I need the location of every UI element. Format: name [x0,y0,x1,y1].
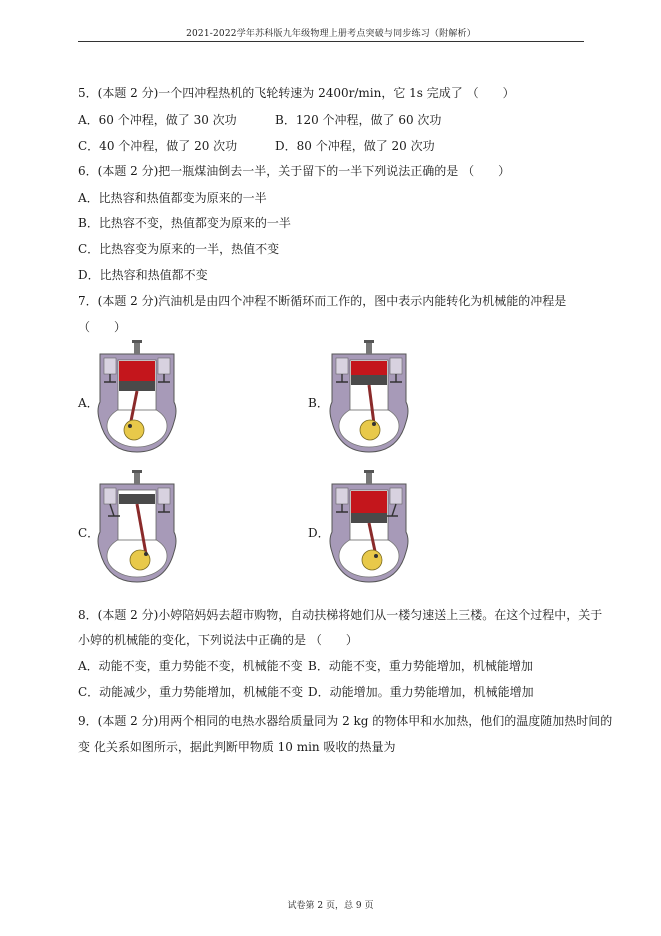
q6-option-b: B．比热容不变，热值都变为原来的一半 [78,216,291,230]
q7-option-d: D． [308,526,330,540]
q7-option-b: B． [308,396,329,410]
q8-option-b: B．动能不变，重力势能增加，机械能增加 [308,659,533,673]
q8-option-d: D．动能增加。重力势能增加，机械能增加 [308,685,534,699]
page-header: 2021-2022学年苏科版九年级物理上册考点突破与同步练习（附解析） [186,29,476,39]
q7-answer-paren: （ ） [78,320,127,334]
q7-option-a: A． [78,396,99,410]
q7-stem: 7．(本题 2 分)汽油机是由四个冲程不断循环而工作的，图中表示内能转化为机械能的冲程是 [78,294,567,308]
q7-option-c: C． [78,526,100,540]
engine-figure-c [94,470,180,586]
header-rule [78,41,584,42]
q8-option-a: A．动能不变，重力势能不变，机械能不变 [78,659,303,673]
q8-stem-line1: 8．(本题 2 分)小婷陪妈妈去超市购物，自动扶梯将她们从一楼匀速送上三楼。在这个过程中，关于 [78,608,603,622]
engine-figure-d [326,470,412,586]
q6-stem: 6．(本题 2 分)把一瓶煤油倒去一半，关于留下的一半下列说法正确的是 （ ） [78,164,511,178]
q6-option-c: C．比热容变为原来的一半，热值不变 [78,242,280,256]
q6-option-d: D．比热容和热值都不变 [78,268,208,282]
q8-stem-line2: 小婷的机械能的变化，下列说法中正确的是 （ ） [78,633,358,647]
q5-option-d: D．80 个冲程，做了 20 次功 [275,139,435,153]
page-footer: 试卷第 2 页，总 9 页 [287,901,374,911]
q9-stem-line1: 9．(本题 2 分)用两个相同的电热水器给质量同为 2 kg 的物体甲和水加热，他们的温度随加热时间的 [78,714,613,728]
q5-option-a: A．60 个冲程，做了 30 次功 [78,113,237,127]
engine-figure-a [94,340,180,456]
q9-stem-line2: 变 化关系如图所示，据此判断甲物质 10 min 吸收的热量为 [78,740,396,754]
q6-option-a: A．比热容和热值都变为原来的一半 [78,191,267,205]
q5-option-b: B．120 个冲程，做了 60 次功 [275,113,442,127]
engine-figure-b [326,340,412,456]
q5-option-c: C．40 个冲程，做了 20 次功 [78,139,238,153]
q5-stem: 5．(本题 2 分)一个四冲程热机的飞轮转速为 2400r/min，它 1s 完成了 （ ） [78,86,515,100]
q8-option-c: C．动能减少，重力势能增加，机械能不变 [78,685,304,699]
